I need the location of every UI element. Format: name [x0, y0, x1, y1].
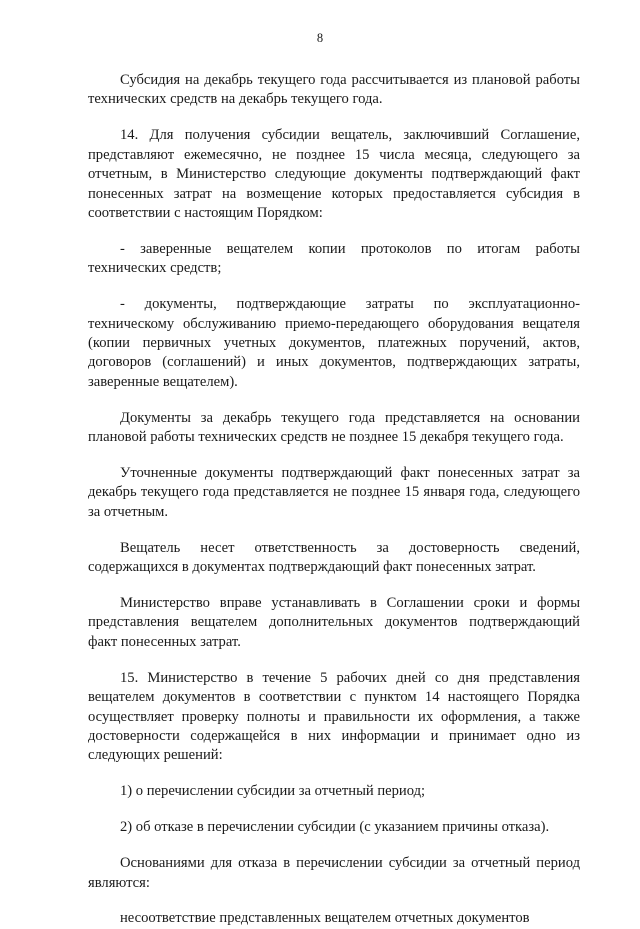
paragraph-broadcaster-responsibility: Вещатель несет ответственность за достоверность сведений, содержащихся в документах подтверждающий факт понесенных затрат.: [88, 539, 580, 576]
decision-option-refusal: 2) об отказе в перечислении субсидии (с указанием причины отказа).: [120, 819, 550, 836]
page-number: 8: [316, 31, 324, 45]
document-body: [88, 71, 580, 929]
paragraph-item-14: 14. Для получения субсидии вещатель, заключивший Соглашение, представляют ежемесячно, не позднее 15 числа месяца, следующего за отчетным, в Министерство следующие документы подтверждающий факт понесенных затрат на возмещение которых предоставляется субсидия в соответствии с настоящим Порядком:: [88, 127, 580, 221]
list-item-protocol-copies: - заверенные вещателем копии протоколов по итогам работы технических средств;: [88, 240, 580, 277]
paragraph-ministry-rights: Министерство вправе устанавливать в Соглашении сроки и формы представления вещателем дополнительных документов подтверждающий факт понесенных затрат.: [88, 595, 580, 650]
paragraph-refined-documents: Уточненные документы подтверждающий факт понесенных затрат за декабрь текущего года представляется не позднее 15 января года, следующего за отчетным.: [88, 465, 580, 520]
paragraph-december-documents: Документы за декабрь текущего года представляется на основании плановой работы технических средств не позднее 15 декабря текущего года.: [88, 409, 580, 446]
paragraph-december-subsidy: Субсидия на декабрь текущего года рассчитывается из плановой работы технических средств на декабрь текущего года.: [88, 72, 580, 108]
decision-option-transfer: 1) о перечислении субсидии за отчетный период;: [120, 783, 426, 800]
paragraph-noncompliance: несоответствие представленных вещателем отчетных документов: [120, 910, 530, 927]
list-item-expense-documents: - документы, подтверждающие затраты по эксплуатационно-техническому обслуживанию приемо-передающего оборудования вещателя (копии первичных учетных документов, платежных поручений, актов, договоров (соглашений) и иных документов, подтверждающих затраты, заверенные вещателем).: [88, 296, 580, 390]
paragraph-item-15: 15. Министерство в течение 5 рабочих дней со дня представления вещателем документов в соответствии с пунктом 14 настоящего Порядка осуществляет проверку полноты и правильности их оформления, а также достоверности содержащейся в них информации и принимает одно из следующих решений:: [88, 669, 580, 764]
paragraph-refusal-grounds: Основаниями для отказа в перечислении субсидии за отчетный период являются:: [88, 855, 580, 891]
